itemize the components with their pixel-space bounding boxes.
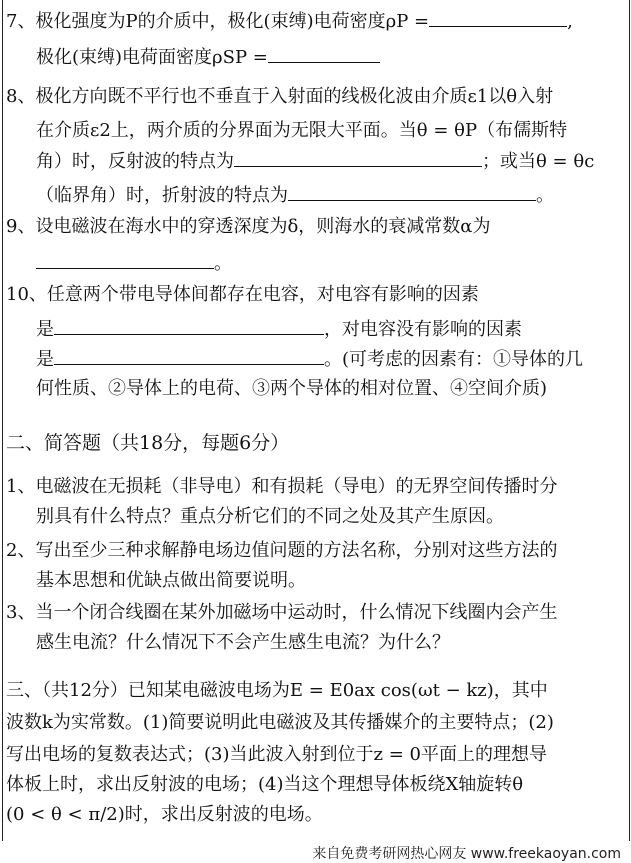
q8-text-4a: （临界角）时，折射波的特点为 — [36, 185, 288, 206]
s3-line2: 波数k为实常数。(1)简要说明此电磁波及其传播媒介的主要特点；(2) — [6, 712, 554, 733]
page-border-left — [2, 0, 3, 863]
q8-text-4b: 。 — [536, 185, 554, 206]
q7-blank-2[interactable] — [268, 44, 380, 63]
s2-q1-line2: 别具有什么特点？重点分析它们的不同之处及其产生原因。 — [36, 506, 504, 527]
q9-text-2b: 。 — [214, 253, 232, 274]
s2-q2-line2: 基本思想和优缺点做出简要说明。 — [36, 570, 306, 591]
q10-line4: 何性质、②导体上的电荷、③两个导体的相对位置、④空间介质) — [36, 378, 548, 399]
section2-heading: 二、简答题（共18分，每题6分） — [6, 432, 290, 454]
page-border-right — [629, 0, 630, 863]
q8-blank-2[interactable] — [288, 182, 536, 201]
q9-blank[interactable] — [36, 250, 214, 269]
q7-line2 — [36, 44, 380, 70]
q8-text-3b: ；或当θ = θc — [482, 151, 595, 172]
footer-watermark — [0, 841, 631, 863]
q9-line2 — [36, 250, 232, 276]
q10-line2 — [36, 316, 522, 342]
q7-text-1: 7、极化强度为P的介质中，极化(束缚)电荷密度ρP = — [6, 11, 430, 32]
s2-q3-line1: 3、当一个闭合线圈在某外加磁场中运动时，什么情况下线圈内会产生 — [6, 602, 558, 623]
s3-line1: 三、（共12分）已知某电磁波电场为E = E0ax cos(ωt − kz)，其中 — [6, 680, 548, 701]
q10-line1: 10、任意两个带电导体间都存在电容，对电容有影响的因素 — [6, 284, 479, 305]
q8-line4 — [36, 182, 554, 208]
q10-line3 — [36, 346, 583, 372]
q7-text-2: 极化(束缚)电荷面密度ρSP = — [36, 47, 268, 68]
q7-comma: , — [567, 11, 573, 32]
s3-line4: 体板上时，求出反射波的电场；(4)当这个理想导体板绕X轴旋转θ — [6, 774, 524, 795]
q10-blank-1[interactable] — [54, 316, 324, 335]
q10-text-2b: ，对电容没有影响的因素 — [324, 319, 522, 340]
q7-blank-1[interactable] — [429, 8, 567, 27]
s2-q3-line2: 感生电流？什么情况下不会产生感生电流？为什么？ — [36, 632, 450, 653]
q10-text-3b: 。(可考虑的因素有：①导体的几 — [324, 349, 584, 370]
q10-text-3a: 是 — [36, 349, 54, 370]
q8-blank-1[interactable] — [234, 148, 482, 167]
q10-blank-2[interactable] — [54, 346, 324, 365]
s3-line5: (0 < θ < π/2)时，求出反射波的电场。 — [6, 804, 323, 825]
q8-line2: 在介质ε2上，两介质的分界面为无限大平面。当θ = θP（布儒斯特 — [36, 120, 568, 141]
q9-line1: 9、设电磁波在海水中的穿透深度为δ，则海水的衰减常数α为 — [6, 216, 491, 237]
q8-text-3a: 角）时，反射波的特点为 — [36, 151, 234, 172]
q7-line1 — [6, 8, 573, 34]
s2-q1-line1: 1、电磁波在无损耗（非导电）和有损耗（导电）的无界空间传播时分 — [6, 476, 558, 497]
q8-line3 — [36, 148, 594, 174]
footer-text: 来自免费考研网热心网友 www.freekaoyan.com — [312, 846, 621, 862]
s2-q2-line1: 2、写出至少三种求解静电场边值问题的方法名称，分别对这些方法的 — [6, 540, 558, 561]
q10-text-2a: 是 — [36, 319, 54, 340]
s3-line3: 写出电场的复数表达式；(3)当此波入射到位于z = 0平面上的理想导 — [6, 744, 547, 765]
q8-line1: 8、极化方向既不平行也不垂直于入射面的线极化波由介质ε1以θ入射 — [6, 86, 554, 107]
